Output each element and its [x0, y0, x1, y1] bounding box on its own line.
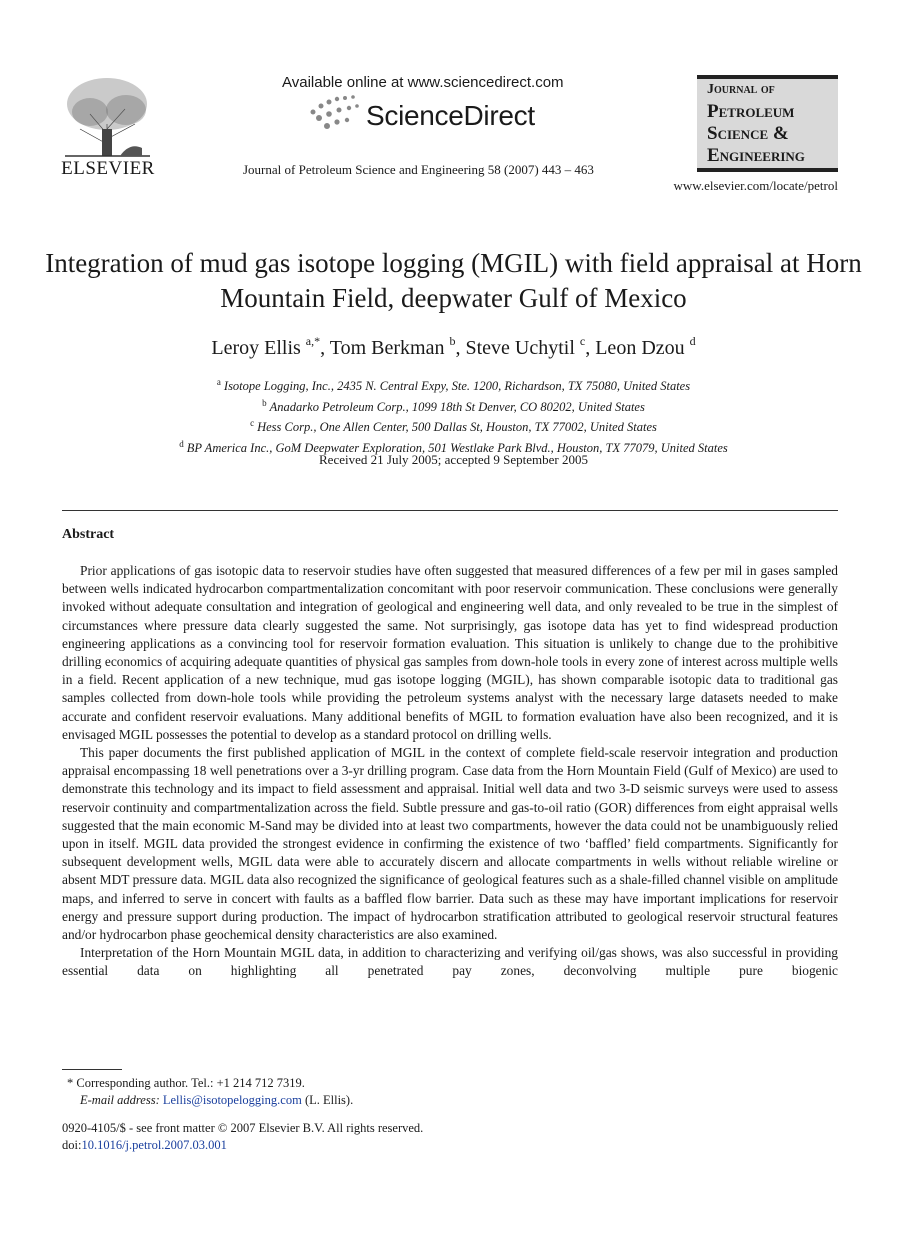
journal-cover-line-3: Science &	[707, 123, 789, 144]
author-affiliation-mark: a,*	[305, 334, 321, 348]
email-suffix: (L. Ellis).	[301, 1092, 354, 1107]
author-separator: ,	[455, 337, 466, 359]
corresponding-author-note: * Corresponding author. Tel.: +1 214 712 7319.	[67, 1076, 305, 1090]
footnote-divider	[62, 1069, 122, 1070]
copyright-text: 0920-4105/$ - see front matter © 2007 Elsevier B.V. All rights reserved.	[62, 1121, 424, 1135]
available-online-text: Available online at www.sciencedirect.com	[282, 74, 564, 91]
journal-cover-title	[707, 79, 835, 167]
affiliation-line	[40, 395, 867, 416]
publisher-name: ELSEVIER	[61, 158, 155, 179]
affiliation-mark: c	[250, 418, 255, 428]
affiliation-text: Hess Corp., One Allen Center, 500 Dallas St, Houston, TX 77002, United States	[257, 420, 657, 434]
journal-cover-logo	[697, 75, 838, 172]
author-affiliation-mark: c	[579, 334, 586, 348]
affiliation-mark: d	[179, 438, 184, 449]
author-name: Tom Berkman	[329, 337, 445, 359]
author-name: Leon Dzou	[595, 337, 685, 359]
author-affiliation-mark: d	[689, 334, 696, 348]
sciencedirect-dots-icon	[305, 94, 365, 134]
abstract-paragraph: Prior applications of gas isotopic data to reservoir studies have often suggested that measured differences of a few per mil in gases sampled between wells indicated hydrocarbon compartmentalization concomitant with poor reservoir communication. These conclusions were generally invoked without adequate consultation and integration of geological and engineering well data, and only revealed to be true in the simplest of circumstances where pressure data clearly suggested the same. Not surprisingly, gas isotope data has yet to find widespread production engineering applications as a convincing tool for reservoir formation evaluation. This situation is unlikely to change due to the prohibitive drilling economics of acquiring adequate quantities of physical gas samples from down-hole tools in every zone of interest across multiple wells in a field. Recent application of a new technique, mud gas isotope logging (MGIL), has shown comparable isotopic data to traditional gas samples collected from down-hole tools while providing the petroleum systems analyst with the necessary large datasets needed to make accurate and confident reservoir evaluations. Many additional benefits of MGIL to formation evaluation have also been recognized, and it is envisaged MGIL possesses the potential to develop as a standard protocol on drilling wells.	[62, 563, 838, 742]
author-name: Steve Uchytil	[465, 337, 575, 359]
affiliation-mark: a	[216, 377, 221, 387]
doi-link[interactable]: 10.1016/j.petrol.2007.03.001	[81, 1137, 227, 1152]
affiliation-mark: b	[262, 397, 267, 408]
article-title: Integration of mud gas isotope logging (MGIL) with field appraisal at Horn Mountain Field, deepwater Gulf of Mexico	[45, 248, 862, 313]
affiliation-text: Isotope Logging, Inc., 2435 N. Central Expy, Ste. 1200, Richardson, TX 75080, United States	[223, 379, 691, 393]
journal-cover-line-4: Engineering	[707, 145, 805, 166]
sciencedirect-wordmark: ScienceDirect	[366, 100, 535, 131]
email-label: E-mail address:	[80, 1092, 160, 1107]
affiliations	[40, 374, 867, 456]
author-name: Leroy Ellis	[211, 337, 301, 359]
email-note	[62, 1092, 838, 1109]
affiliation-line	[40, 415, 867, 436]
affiliation-line	[40, 374, 867, 395]
section-divider	[62, 510, 838, 511]
abstract-heading: Abstract	[62, 527, 115, 542]
abstract-paragraph: Interpretation of the Horn Mountain MGIL data, in addition to characterizing and verifying oil/gas shows, was also successful in providing essential data on highlighting all penetrated pay zones, deconvolving multiple pure biogenic	[62, 945, 838, 979]
affiliation-text: BP America Inc., GoM Deepwater Exploration, 501 Westlake Park Blvd., Houston, TX 77079, United States	[186, 440, 728, 455]
received-dates: Received 21 July 2005; accepted 9 September 2005	[319, 452, 588, 467]
abstract-body	[62, 562, 838, 981]
journal-cover-line-2: Petroleum	[707, 101, 795, 122]
abstract-paragraph: This paper documents the first published application of MGIL in the context of complete field-scale reservoir integration and production appraisal encompassing 18 well penetrations over a 3-yr drilling program. Case data from the Horn Mountain Field (Gulf of Mexico) are used to demonstrate this technology and its impact to field assessment and appraisal. Initial well data and two 3-D seismic surveys were used to assess reservoir continuity and compartmentalization across the field. Subtle pressure and gas-to-oil ratio (GOR) differences from eight appraisal wells suggested that the main economic M-Sand may be divided into at least two compartments, however the data could not be unambiguously relied upon in itself. MGIL data provided the strongest evidence in confirming the existence of two ‘baffled’ field compartments. Significantly for subsequent development wells, MGIL data were able to accurately discern and allocate compartments in wells without reliable wireline or absent MDT pressure data. MGIL data also recognized the significance of geological features such as a shale-filled channel visible on amplitude maps, and inferred to serve in concert with faults as a baffled flow barrier. Data such as these may have important implications for reservoir energy and pressure support during production. The impact of hydrocarbon stratification attributed to geological reservoir structural features and/or hydrocarbon phase geochemical density characteristics are also examined.	[62, 745, 838, 943]
author-affiliation-mark: b	[449, 334, 456, 348]
copyright-block	[62, 1120, 838, 1153]
author-separator: ,	[320, 337, 330, 359]
journal-citation: Journal of Petroleum Science and Engineering 58 (2007) 443 – 463	[243, 162, 594, 177]
journal-url-link[interactable]: www.elsevier.com/locate/petrol	[673, 178, 838, 193]
footnotes	[62, 1075, 838, 1108]
author-separator: ,	[585, 337, 596, 359]
affiliation-text: Anadarko Petroleum Corp., 1099 18th St Denver, CO 80202, United States	[269, 399, 645, 414]
author-list	[40, 334, 867, 360]
doi-line	[62, 1137, 838, 1154]
doi-label: doi:	[62, 1137, 82, 1152]
author-email-link[interactable]: Lellis@isotopelogging.com	[162, 1092, 302, 1107]
journal-cover-line-1: Journal of	[707, 82, 775, 97]
